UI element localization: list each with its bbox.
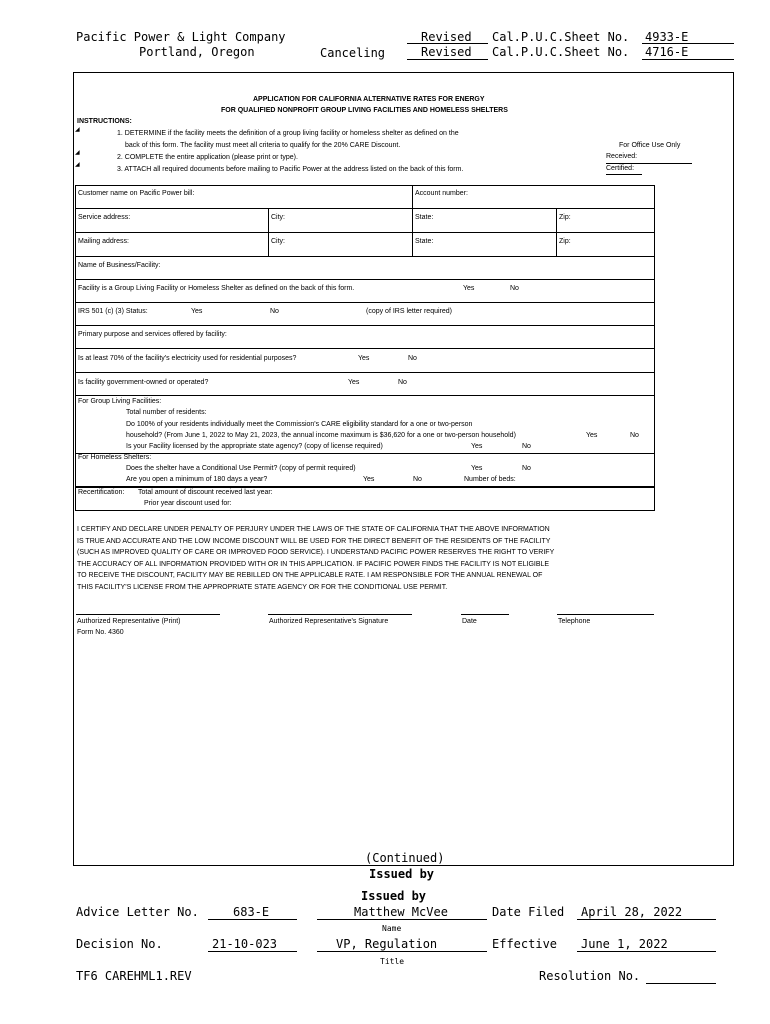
telephone-label: Telephone xyxy=(558,618,591,625)
certification-line: TO RECEIVE THE DISCOUNT, FACILITY MAY BE REBILLED ON THE APPLICABLE RATE. I AM RESPONSIBLE FOR THE ANNUAL RENEWAL OF xyxy=(77,572,543,579)
irs-yes-option[interactable]: Yes xyxy=(191,308,203,315)
date-filed-label: Date Filed xyxy=(492,905,565,919)
decision-underline xyxy=(208,951,297,952)
canceling-label: Canceling xyxy=(320,46,386,60)
care-question-line1: Do 100% of your residents individually meet the Commission's CARE eligibility standard for a one or two-person xyxy=(126,421,473,428)
effective-value: June 1, 2022 xyxy=(581,937,668,951)
advice-letter-value: 683-E xyxy=(233,905,270,919)
row-facility-type xyxy=(76,280,654,303)
issuer-name: Matthew McVee xyxy=(354,905,448,919)
certified-label: Certified: xyxy=(606,165,635,172)
open-yes-option[interactable]: Yes xyxy=(363,476,375,483)
open-no-option[interactable]: No xyxy=(413,476,422,483)
row-seventy-percent xyxy=(76,349,654,373)
permit-yes-option[interactable]: Yes xyxy=(471,465,483,472)
form-title-2: FOR QUALIFIED NONPROFIT GROUP LIVING FACILITIES AND HOMELESS SHELTERS xyxy=(221,107,508,114)
mailing-zip-field[interactable] xyxy=(556,233,654,256)
signature-line[interactable] xyxy=(268,614,412,615)
instruction-2: 2. COMPLETE the entire application (please print or type). xyxy=(117,154,298,161)
office-use-box xyxy=(606,139,692,175)
date-label: Date xyxy=(462,618,477,625)
irs-status-label: IRS 501 (c) (3) Status: xyxy=(78,308,148,315)
print-name-line[interactable] xyxy=(76,614,220,615)
recert-prior-field[interactable]: Prior year discount used for: xyxy=(144,500,232,507)
licensed-yes-option[interactable]: Yes xyxy=(471,443,483,450)
issued-by-label: Issued by xyxy=(361,889,427,903)
customer-name-field[interactable]: Customer name on Pacific Power bill: xyxy=(78,190,195,197)
mailing-city-label: City: xyxy=(271,238,285,245)
group-living-label: For Group Living Facilities: xyxy=(78,398,162,405)
care-no-option[interactable]: No xyxy=(630,432,639,439)
resolution-label: Resolution No. xyxy=(539,969,641,983)
row-recertification xyxy=(75,487,655,511)
service-city-label: City: xyxy=(271,214,285,221)
seventy-yes-option[interactable]: Yes xyxy=(358,355,370,362)
row-business-name xyxy=(76,257,654,280)
issuer-name-underline xyxy=(317,919,487,920)
row-customer xyxy=(76,186,654,209)
received-label: Received: xyxy=(606,153,638,160)
row-group-living xyxy=(76,396,654,454)
instruction-3: 3. ATTACH all required documents before mailing to Pacific Power at the address listed on the back of this form. xyxy=(117,166,464,173)
revised-underline-1 xyxy=(407,43,488,44)
mailing-address-field[interactable]: Mailing address: xyxy=(78,238,129,245)
care-question-line2: household? (From June 1, 2022 to May 21, 2023, the annual income maximum is $36,620 for a one or two-person household) xyxy=(126,432,516,439)
date-line[interactable] xyxy=(461,614,509,615)
instruction-1a: 1. DETERMINE if the facility meets the definition of a group living facility or homeless shelter as defined on the xyxy=(117,130,459,137)
row-homeless xyxy=(76,454,654,487)
mailing-city-field[interactable] xyxy=(268,233,413,256)
permit-question: Does the shelter have a Conditional Use Permit? (copy of permit required) xyxy=(126,465,356,472)
company-city: Portland, Oregon xyxy=(139,45,255,59)
title-caption: Title xyxy=(380,957,405,966)
company-name: Pacific Power & Light Company xyxy=(76,30,286,44)
account-number-field[interactable] xyxy=(412,186,654,208)
seventy-no-option[interactable]: No xyxy=(408,355,417,362)
certification-text xyxy=(77,524,637,593)
continued-label: (Continued) xyxy=(365,851,445,865)
sheet-number-2: 4716-E xyxy=(645,45,689,59)
homeless-label: For Homeless Shelters: xyxy=(78,454,152,461)
date-filed-underline xyxy=(577,919,716,920)
signature-label: Authorized Representative's Signature xyxy=(269,618,389,625)
care-yes-option[interactable]: Yes xyxy=(586,432,598,439)
certification-line: IS TRUE AND ACCURATE AND THE LOW INCOME DISCOUNT WILL BE USED FOR THE DIRECT BENEFIT OF THE RESIDENTS OF THE FACILITY xyxy=(77,537,551,545)
issuer-title-underline xyxy=(317,951,487,952)
government-no-option[interactable]: No xyxy=(398,379,407,386)
seventy-percent-question: Is at least 70% of the facility's electricity used for residential purposes? xyxy=(78,355,297,362)
sheet-underline-1 xyxy=(642,43,734,44)
row-service-address xyxy=(76,209,654,233)
application-grid xyxy=(75,185,655,511)
revised-label-2: Revised xyxy=(421,45,472,59)
service-city-field[interactable] xyxy=(268,209,413,232)
date-filed-value: April 28, 2022 xyxy=(581,905,683,919)
sheet-label-2: Cal.P.U.C.Sheet No. xyxy=(492,45,630,59)
name-caption: Name xyxy=(382,924,402,933)
received-line xyxy=(606,163,692,164)
issued-by-top: Issued by xyxy=(369,867,435,881)
service-state-field[interactable] xyxy=(412,209,557,232)
service-address-field[interactable]: Service address: xyxy=(78,214,131,221)
advice-letter-label: Advice Letter No. xyxy=(76,905,199,919)
decision-label: Decision No. xyxy=(76,937,163,951)
form-title-1: APPLICATION FOR CALIFORNIA ALTERNATIVE RATES FOR ENERGY xyxy=(253,96,485,103)
certification-line: THE ACCURACY OF ALL INFORMATION PROVIDED WITH OR IN THIS APPLICATION. IF PACIFIC POWER FINDS THE FACILITY IS NOT ELIGIBLE xyxy=(77,560,550,568)
irs-no-option[interactable]: No xyxy=(270,308,279,315)
form-number: Form No. 4360 xyxy=(77,629,124,636)
row-government xyxy=(76,373,654,396)
facility-yes-option[interactable]: Yes xyxy=(463,285,475,292)
sheet-underline-2 xyxy=(642,59,734,60)
permit-no-option[interactable]: No xyxy=(522,465,531,472)
effective-label: Effective xyxy=(492,937,558,951)
issuer-title: VP, Regulation xyxy=(336,937,438,951)
primary-purpose-field[interactable]: Primary purpose and services offered by facility: xyxy=(78,331,227,338)
business-name-field[interactable]: Name of Business/Facility: xyxy=(78,262,161,269)
mailing-zip-label: Zip: xyxy=(559,238,571,245)
instruction-1b: back of this form. The facility must meet all criteria to qualify for the 20% CARE Discount. xyxy=(125,142,401,149)
licensed-no-option[interactable]: No xyxy=(522,443,531,450)
bullet-marker-2: ◢ xyxy=(75,150,80,156)
total-residents-field[interactable]: Total number of residents: xyxy=(126,409,207,416)
beds-field[interactable]: Number of beds: xyxy=(464,476,516,483)
government-yes-option[interactable]: Yes xyxy=(348,379,360,386)
decision-value: 21-10-023 xyxy=(212,937,278,951)
row-primary-purpose xyxy=(76,326,654,349)
certified-line xyxy=(606,174,642,175)
certification-line: THIS FACILITY'S LICENSE FROM THE APPROPRIATE STATE AGENCY OR FOR THE CONDITIONAL USE PERMIT. xyxy=(77,583,448,591)
telephone-line[interactable] xyxy=(557,614,654,615)
resolution-underline xyxy=(646,983,716,984)
licensed-question: Is your Facility licensed by the appropriate state agency? (copy of license required) xyxy=(126,443,383,450)
facility-no-option[interactable]: No xyxy=(510,285,519,292)
account-number-label: Account number: xyxy=(415,190,468,197)
sheet-number-1: 4933-E xyxy=(645,30,689,44)
recertification-label: Recertification: xyxy=(78,489,125,496)
bullet-marker-3: ◢ xyxy=(75,162,80,168)
service-zip-field[interactable] xyxy=(556,209,654,232)
instructions-label: INSTRUCTIONS: xyxy=(77,118,132,125)
bullet-marker-1: ◢ xyxy=(75,127,80,133)
certification-line: (SUCH AS IMPROVED QUALITY OF CARE OR IMPROVED FOOD SERVICE). I UNDERSTAND PACIFIC POWER RESERVES THE RIGHT TO VERIFY xyxy=(77,549,555,556)
certification-line: I CERTIFY AND DECLARE UNDER PENALTY OF PERJURY UNDER THE LAWS OF THE STATE OF CALIFORNIA THAT THE ABOVE INFORMATION xyxy=(77,526,550,533)
government-question: Is facility government-owned or operated? xyxy=(78,379,209,386)
irs-copy-note: (copy of IRS letter required) xyxy=(366,308,452,315)
service-zip-label: Zip: xyxy=(559,214,571,221)
effective-underline xyxy=(577,951,716,952)
office-use-label: For Office Use Only xyxy=(619,142,681,149)
print-name-label: Authorized Representative (Print) xyxy=(77,618,181,625)
recert-total-field[interactable]: Total amount of discount received last year: xyxy=(138,489,273,496)
row-mailing-address xyxy=(76,233,654,257)
mailing-state-field[interactable] xyxy=(412,233,557,256)
revised-underline-2 xyxy=(407,59,488,60)
row-irs-status xyxy=(76,303,654,326)
facility-type-question: Facility is a Group Living Facility or Homeless Shelter as defined on the back of this form. xyxy=(78,285,355,292)
mailing-state-label: State: xyxy=(415,238,434,245)
open-days-question: Are you open a minimum of 180 days a year? xyxy=(126,476,268,483)
service-state-label: State: xyxy=(415,214,434,221)
advice-letter-underline xyxy=(208,919,297,920)
revised-label-1: Revised xyxy=(421,30,472,44)
sheet-label-1: Cal.P.U.C.Sheet No. xyxy=(492,30,630,44)
tariff-code: TF6 CAREHML1.REV xyxy=(76,969,192,983)
